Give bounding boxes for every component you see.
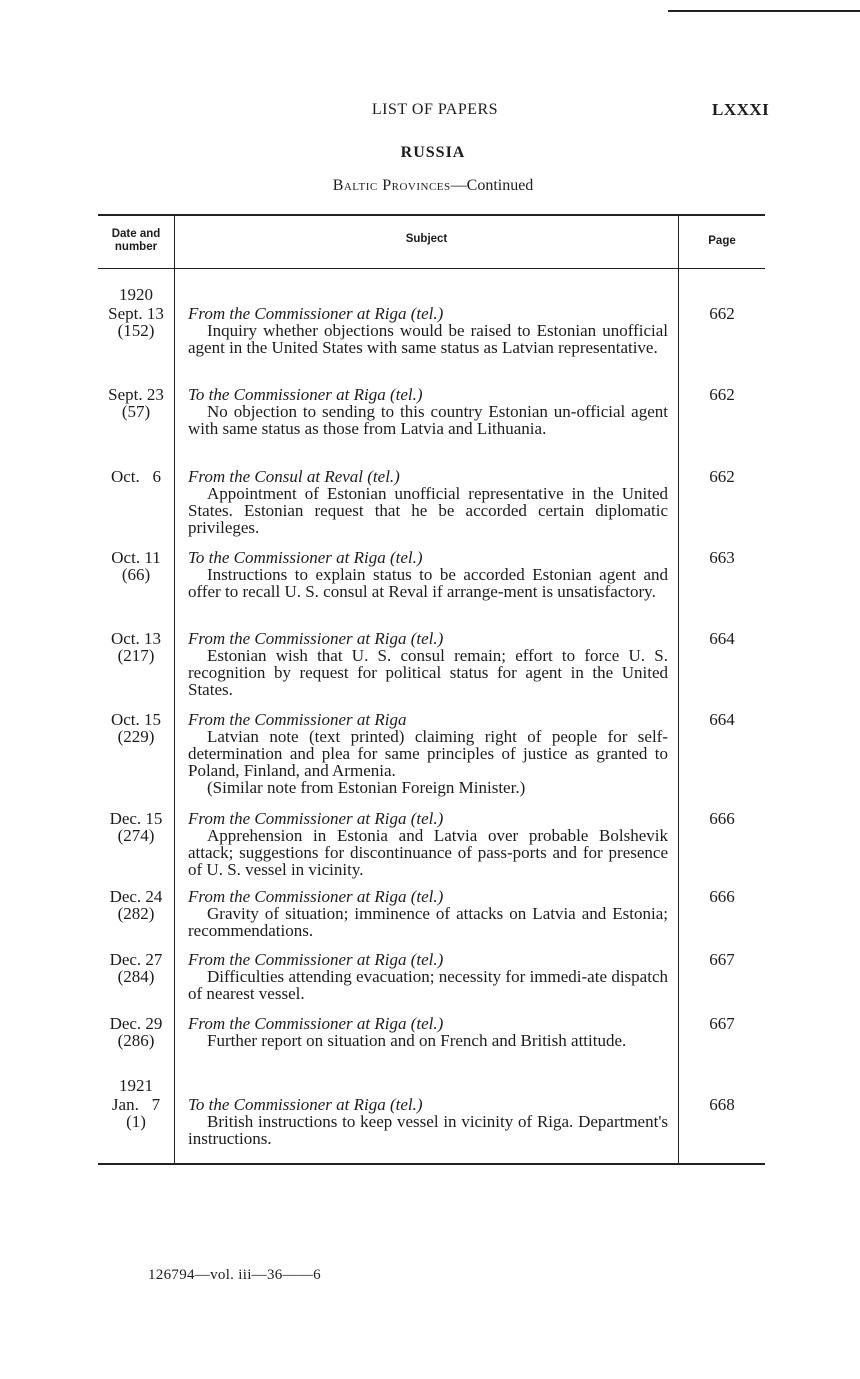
entry-page: 662 xyxy=(709,304,735,323)
entry-subject: From the Commissioner at Riga (tel.) Apprehension in Estonia and Latvia over probable Bolshevik attack; suggestions for discontinuance of pass-ports and for presence of U. S. vessel in vicinity. xyxy=(188,809,668,879)
section-continued: —Continued xyxy=(450,177,534,194)
entry-subject: From the Commissioner at Riga (tel.) Inquiry whether objections would be raised to Estonian unofficial agent in the United States with same status as Latvian representative. xyxy=(188,304,668,357)
entry-description: Instructions to explain status to be accorded Estonian agent and offer to recall U. S. consul at Reval if arrange-ment is unsatisfactory. xyxy=(188,565,668,601)
entry-description: Gravity of situation; imminence of attacks on Latvia and Estonia; recommendations. xyxy=(188,904,668,940)
running-title: LIST OF PAPERS xyxy=(371,101,499,118)
entry-description: British instructions to keep vessel in vicinity of Riga. Department's instructions. xyxy=(188,1112,668,1148)
entry-sender: From the Commissioner at Riga xyxy=(188,887,407,906)
entry-description: Estonian wish that U. S. consul remain; effort to force U. S. recognition by request for political status for agent in the United States. xyxy=(188,646,668,699)
entry-note: (Similar note from Estonian Foreign Minister.) xyxy=(207,778,526,797)
entry-date: Dec. 29 (286) xyxy=(109,1014,163,1050)
column-header-page: Page xyxy=(708,235,736,247)
entry-sender: From the Consul at Reval xyxy=(188,467,364,486)
year-label-1920: 1920 xyxy=(119,285,153,304)
entry-description: Latvian note (text printed) claiming right of people for self-determination and plea for same principles of justice as granted to Poland, Finland, and Armenia. xyxy=(188,727,668,780)
entry-subject: From the Commissioner at Riga (tel.) Difficulties attending evacuation; necessity for immedi-ate dispatch of nearest vessel. xyxy=(188,950,668,1003)
year-label-1921: 1921 xyxy=(119,1076,153,1095)
papers-table xyxy=(98,214,765,1165)
entry-sender: To the Commissioner at Riga xyxy=(188,1095,386,1114)
entry-date: Oct. 11 (66) xyxy=(111,548,161,584)
entry-subject xyxy=(188,711,668,796)
printer-signature: 126794—vol. iii—36——6 xyxy=(148,1267,321,1283)
entry-subject: From the Consul at Reval (tel.) Appointment of Estonian unofficial representative in the United States. Estonian request that he be accorded certain diplomatic privileges. xyxy=(188,467,668,537)
entry-subject: To the Commissioner at Riga (tel.) No objection to sending to this country Estonian un-official agent with same status as those from Latvia and Lithuania. xyxy=(188,385,668,438)
entry-page: 666 xyxy=(709,887,735,906)
entry-description: Further report on situation and on French and British attitude. xyxy=(207,1031,627,1050)
entry-date: Dec. 27 (284) xyxy=(109,950,163,986)
entry-page: 667 xyxy=(709,950,735,969)
country-heading: RUSSIA xyxy=(400,144,466,161)
entry-page: 662 xyxy=(709,385,735,404)
column-header-subject: Subject xyxy=(405,233,448,245)
entry-sender: To the Commissioner at Riga xyxy=(188,385,386,404)
entry-page: 662 xyxy=(709,467,735,486)
entry-description: Appointment of Estonian unofficial representative in the United States. Estonian request that he be accorded certain diplomatic privileges. xyxy=(188,484,668,537)
section-title: Baltic Provinces xyxy=(332,177,451,194)
entry-sender: From the Commissioner at Riga xyxy=(188,629,407,648)
section-heading xyxy=(0,177,860,195)
entry-page: 663 xyxy=(709,548,735,567)
entry-page: 668 xyxy=(709,1095,735,1114)
entry-date: Oct. 15 (229) xyxy=(110,710,162,746)
column-divider-date xyxy=(174,216,175,1163)
entry-page: 664 xyxy=(709,629,735,648)
table-top-rule xyxy=(98,214,765,216)
entry-sender: To the Commissioner at Riga xyxy=(188,548,386,567)
entry-date: Oct. 6 xyxy=(110,467,162,486)
entry-date: Dec. 24 (282) xyxy=(109,887,163,923)
table-bottom-rule xyxy=(98,1163,765,1165)
entry-subject: From the Commissioner at Riga (tel.) Estonian wish that U. S. consul remain; effort to force U. S. recognition by request for political status for agent in the United States. xyxy=(188,629,668,699)
entry-subject: To the Commissioner at Riga (tel.) Instructions to explain status to be accorded Estonian agent and offer to recall U. S. consul at Reval if arrange-ment is unsatisfactory. xyxy=(188,548,668,601)
entry-subject: From the Commissioner at Riga (tel.) Further report on situation and on French and British attitude. xyxy=(188,1015,668,1049)
entry-sender: From the Commissioner at Riga xyxy=(188,304,407,323)
table-header-rule xyxy=(98,268,765,269)
entry-sender: From the Commissioner at Riga xyxy=(188,809,407,828)
page-folio: LXXXI xyxy=(712,100,770,119)
entry-date: Oct. 13 (217) xyxy=(110,629,162,665)
entry-subject: From the Commissioner at Riga (tel.) Gravity of situation; imminence of attacks on Latvia and Estonia; recommendations. xyxy=(188,887,668,940)
top-edge-rule xyxy=(668,10,860,12)
entry-date: Sept. 23 (57) xyxy=(108,385,164,421)
entry-sender: From the Commissioner at Riga xyxy=(188,710,407,729)
entry-subject: To the Commissioner at Riga (tel.) British instructions to keep vessel in vicinity of Riga. Department's instructions. xyxy=(188,1095,668,1148)
entry-description: No objection to sending to this country Estonian un-official agent with same status as those from Latvia and Lithuania. xyxy=(188,402,668,438)
entry-page: 667 xyxy=(709,1014,735,1033)
entry-description: Apprehension in Estonia and Latvia over probable Bolshevik attack; suggestions for discontinuance of pass-ports and for presence of U. S. vessel in vicinity. xyxy=(188,826,668,879)
entry-description: Inquiry whether objections would be raised to Estonian unofficial agent in the United States with same status as Latvian representative. xyxy=(188,321,668,357)
entry-sender: From the Commissioner at Riga xyxy=(188,1014,407,1033)
entry-page: 664 xyxy=(709,710,735,729)
entry-page: 666 xyxy=(709,809,735,828)
entry-date: Jan. 7 (1) xyxy=(111,1095,161,1131)
entry-description: Difficulties attending evacuation; necessity for immedi-ate dispatch of nearest vessel. xyxy=(188,967,668,1003)
entry-date: Dec. 15 (274) xyxy=(109,809,163,845)
entry-date: Sept. 13 (152) xyxy=(108,304,164,340)
entry-sender: From the Commissioner at Riga xyxy=(188,950,407,969)
column-header-date: Date and number xyxy=(111,228,161,253)
